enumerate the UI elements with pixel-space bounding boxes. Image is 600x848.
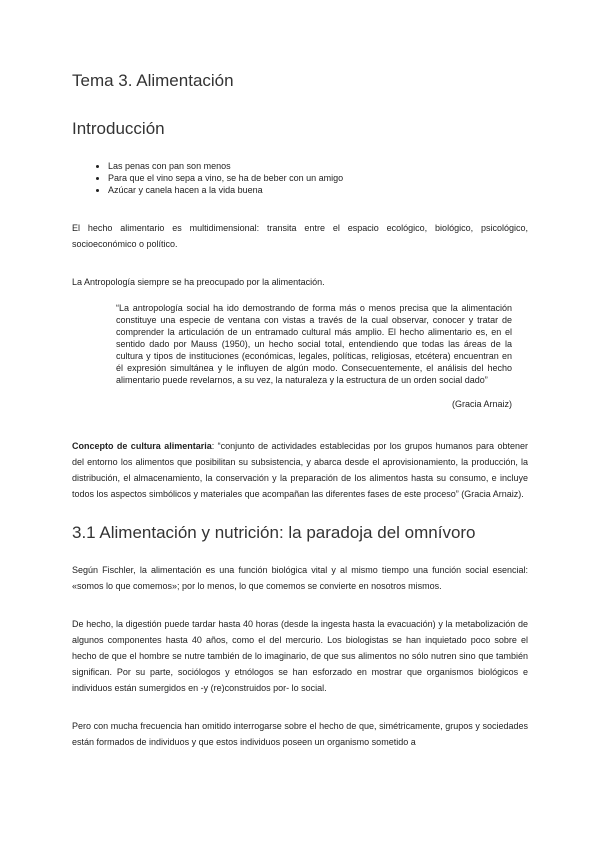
- section-3-1-heading: 3.1 Alimentación y nutrición: la paradoja del omnívoro: [72, 523, 476, 542]
- section-paragraph-1: Según Fischler, la alimentación es una función biológica vital y al mismo tiempo una función social esencial: «somos lo que comemos»; por lo menos, lo que comemos se convierte en nosotros mismos.: [72, 565, 528, 591]
- block-quote: “La antropología social ha ido demostrando de forma más o menos precisa que la alimentación constituye una especie de ventana con vistas a través de la cual observar, conocer y tratar de comprender la articulación de un entramado cultural más amplio. El hecho alimentario es, en el sentido dado por Mauss (1950), un hecho social total, entendiendo que todas las áreas de la cultura y tipos de instituciones (económicas, legales, políticas, religiosas, etcétera) encuentran en él expresión simultánea y le influyen de algún modo. Consecuentemente, el análisis del hecho alimentario puede revelarnos, a su vez, la naturaleza y la estructura de un orden social dado”: [116, 303, 512, 385]
- proverb-list: [72, 160, 528, 196]
- section-paragraph-3: Pero con mucha frecuencia han omitido interrogarse sobre el hecho de que, simétricamente, grupos y sociedades están formados de individuos y que estos individuos poseen un organismo sometido a: [72, 721, 528, 747]
- intro-heading: Introducción: [72, 119, 165, 138]
- concept-paragraph: [72, 438, 528, 502]
- concept-text: : “conjunto de actividades establecidas por los grupos humanos para obtener del entorno los alimentos que posibilitan su subsistencia, y abarca desde el aprovisionamiento, la producción, la distribución, el almacenamiento, la conservación y la preparación de los alimentos hasta su consumo, e incluye todos los aspectos simbólicos y materiales que acompañan las diferentes fases de este proceso” (Gracia Arnaiz).: [72, 441, 528, 499]
- document-title: Tema 3. Alimentación: [72, 71, 234, 90]
- intro-paragraph-1: El hecho alimentario es multidimensional: transita entre el espacio ecológico, biológico, psicológico, socioeconómico o político.: [72, 223, 528, 249]
- list-item: • Azúcar y canela hacen a la vida buena: [108, 184, 528, 196]
- quote-author: (Gracia Arnaiz): [451, 399, 512, 409]
- section-paragraph-2: De hecho, la digestión puede tardar hasta 40 horas (desde la ingesta hasta la evacuación) y la metabolización de algunos componentes hasta 40 años, como el del mercurio. Los biologistas se han inquietado poco sobre el hecho de que el hombre se nutre también de lo imaginario, de que sus alimentos no sólo nutren sino que también significan. Por su parte, sociólogos y etnólogos se han esforzado en mostrar que organismos biológicos e individuos están sumergidos en -y (re)construidos por- lo social.: [72, 619, 528, 693]
- list-item: • Las penas con pan son menos: [108, 160, 528, 172]
- concept-label: Concepto de cultura alimentaria: [72, 441, 212, 451]
- list-item: • Para que el vino sepa a vino, se ha de beber con un amigo: [108, 172, 528, 184]
- intro-paragraph-2: La Antropología siempre se ha preocupado por la alimentación.: [72, 277, 325, 287]
